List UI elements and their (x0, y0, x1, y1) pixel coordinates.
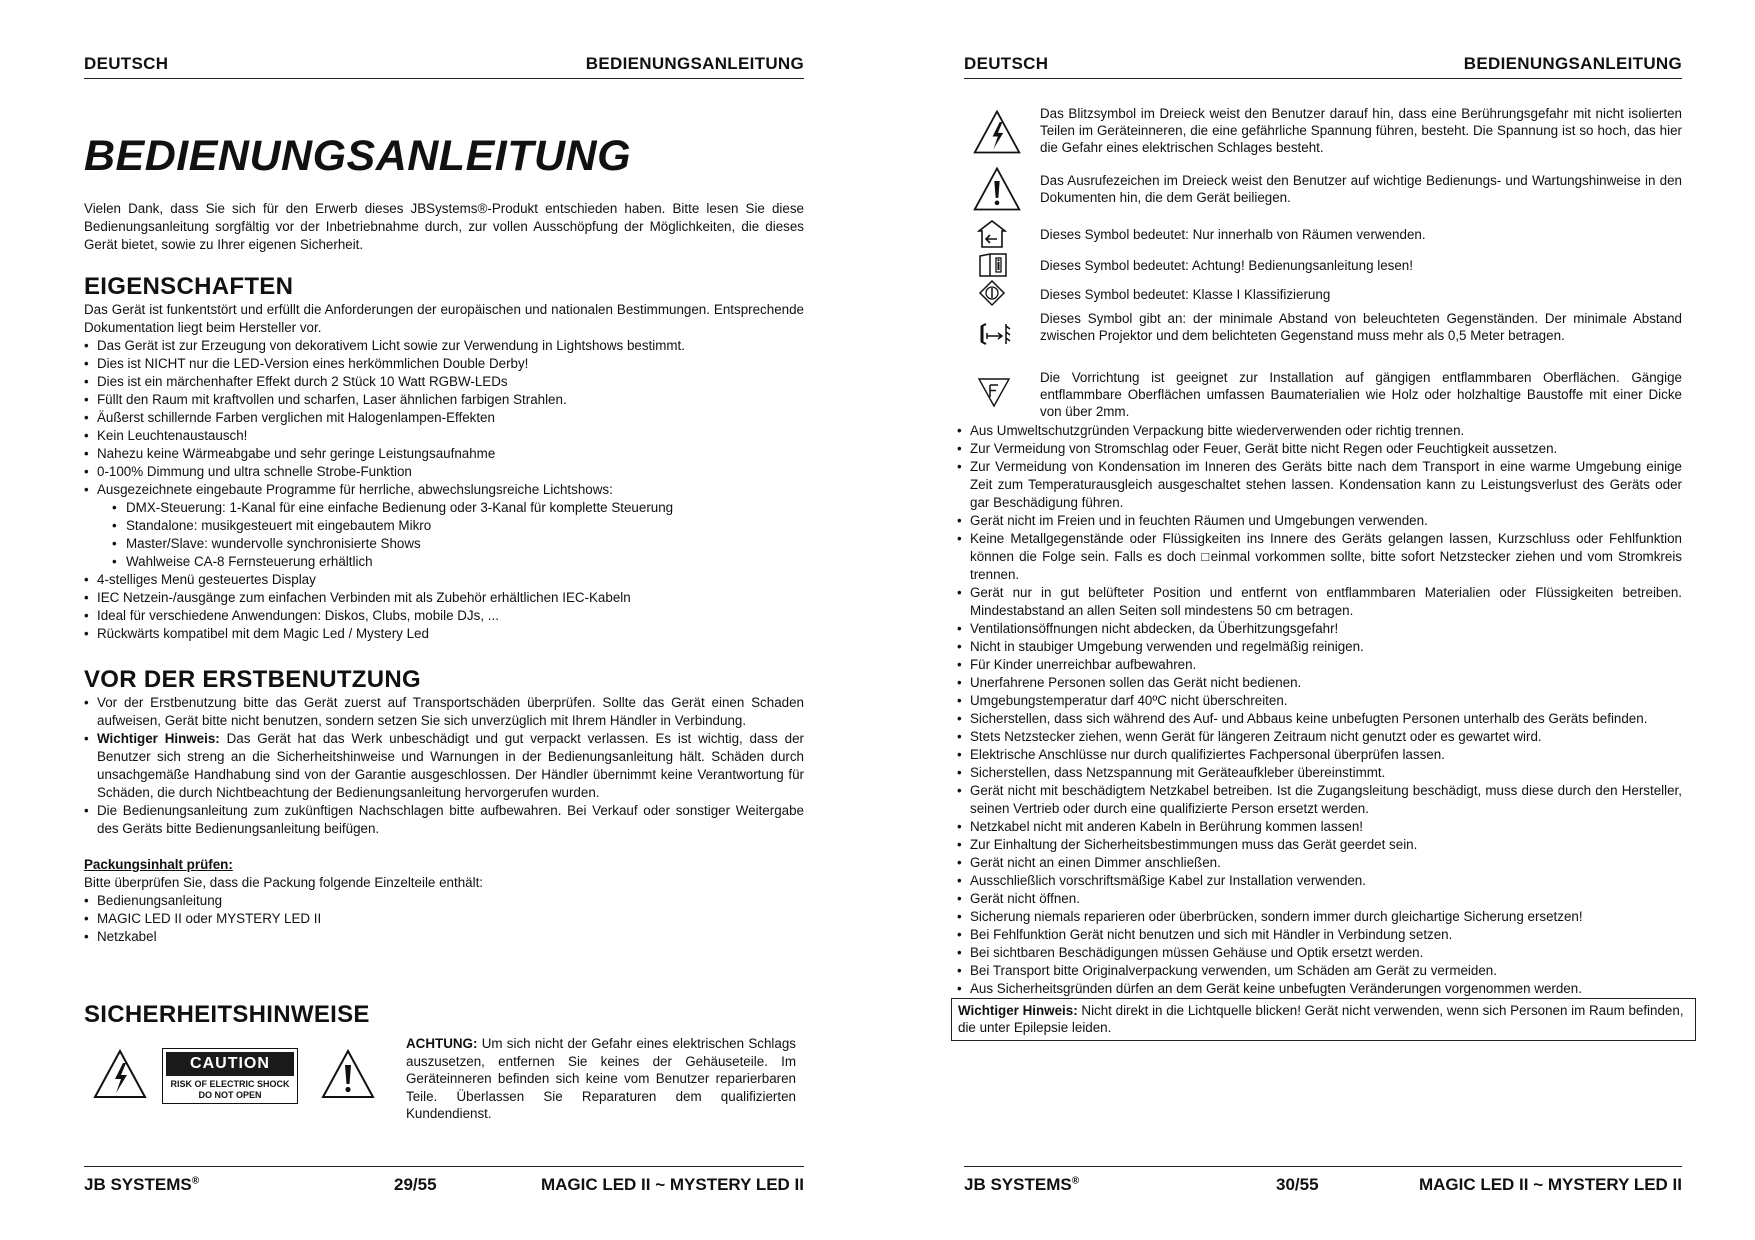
list-item: • Wahlweise CA-8 Fernsteuerung erhältlich (112, 553, 804, 571)
list-item: • IEC Netzein-/ausgänge zum einfachen Verbinden mit als Zubehör erhältlichen IEC-Kabeln (84, 589, 804, 607)
list-item: • Standalone: musikgesteuert mit eingebautem Mikro (112, 517, 804, 535)
page-29 (84, 0, 804, 1240)
symbol-row (964, 310, 1682, 362)
list-item: • Kein Leuchtenaustausch! (84, 427, 804, 445)
caution-label (162, 1048, 298, 1104)
list-item: • Umgebungstemperatur darf 40ºC nicht überschreiten. (957, 692, 1682, 710)
caution-line-1: RISK OF ELECTRIC SHOCK (170, 1079, 290, 1089)
list-item: • Gerät nicht im Freien und in feuchten Räumen und Umgebungen verwenden. (957, 512, 1682, 530)
list-item: • Bei Fehlfunktion Gerät nicht benutzen und sich mit Händler in Verbindung setzen. (957, 926, 1682, 944)
list-item: • Gerät nicht an einen Dimmer anschließen. (957, 854, 1682, 872)
list-item (84, 730, 804, 802)
list-item: • Die Bedienungsanleitung zum zukünftigen Nachschlagen bitte aufbewahren. Bei Verkauf oder sonstiger Weitergabe des Geräts bitte Bedienungsanleitung beifügen. (84, 802, 804, 838)
symbol-row (964, 172, 1682, 224)
list-item: • Vor der Erstbenutzung bitte das Gerät zuerst auf Transportschäden überprüfen. Sollte das Gerät einen Schaden aufweisen, Gerät bitte nicht benutzen, sondern setzen Sie sich unverzüglich mit Ihrem Händler in Verbindung. (84, 694, 804, 730)
list-item: • Ausgezeichnete eingebaute Programme für herrliche, abwechslungsreiche Lichtshows: (84, 481, 804, 499)
list-item: • Keine Metallgegenstände oder Flüssigkeiten ins Innere des Geräts gelangen lassen, Kurzschluss oder Fehlfunktion können die Folge sein. Falls es doch □einmal vorkommen sollte, bitte sofort Netzstecker ziehen und vom Stromkreis trennen. (957, 530, 1682, 584)
list-item: • Bedienungsanleitung (84, 892, 804, 910)
features-list (84, 337, 804, 499)
symbol-text: Dieses Symbol bedeutet: Klasse I Klassifizierung (1040, 287, 1331, 302)
page-header (964, 54, 1682, 79)
list-item: • Ausschließlich vorschriftsmäßige Kabel zur Installation verwenden. (957, 872, 1682, 890)
symbol-text: Dieses Symbol bedeutet: Achtung! Bedienungsanleitung lesen! (1040, 258, 1413, 273)
safety-list-section (957, 422, 1682, 1041)
important-note-text: Das Gerät hat das Werk unbeschädigt und gut verpackt verlassen. Es ist wichtig, dass der Benutzer sich streng an die Sicherheitshinweise und Warnungen in der Bedienungsanleitung hält. Schäden durch unsachgemäße Handhabung sind von der Garantie ausgeschlossen. Der Händler übernimmt keine Verantwortung für Schäden, die durch Nichtbeachtung der Bedienungsanleitung hervorgerufen wurden. (97, 731, 805, 800)
exclamation-triangle-icon (320, 1048, 376, 1100)
list-item: • DMX-Steuerung: 1-Kanal für eine einfache Bedienung oder 3-Kanal für komplette Steuerung (112, 499, 804, 517)
list-item: • Bei Transport bitte Originalverpackung verwenden, um Schäden am Gerät zu vermeiden. (957, 962, 1682, 980)
symbol-text: Die Vorrichtung ist geeignet zur Installation auf gängigen entflammbaren Oberflächen. Gängige entflammbare Oberflächen umfassen Baumaterialien wie Holz oder holzhaltige Baustoffe mit einer Dicke von über 2mm. (1040, 370, 1682, 419)
features-text: Das Gerät ist funkentstört und erfüllt die Anforderungen der europäischen und nationalen Bestimmungen. Entsprechende Dokumentation liegt beim Hersteller vor. (84, 302, 804, 335)
list-item: • Für Kinder unerreichbar aufbewahren. (957, 656, 1682, 674)
list-item: • Dies ist ein märchenhafter Effekt durch 2 Stück 10 Watt RGBW-LEDs (84, 373, 804, 391)
lightning-triangle-icon (972, 107, 1022, 157)
symbol-text: Dieses Symbol bedeutet: Nur innerhalb von Räumen verwenden. (1040, 227, 1426, 242)
lightning-triangle-icon (92, 1048, 148, 1100)
list-item: • Sicherstellen, dass sich während des Auf- und Abbaus keine unbefugten Personen unterhalb des Geräts befinden. (957, 710, 1682, 728)
read-manual-icon (978, 252, 1008, 278)
list-item: • Gerät nicht mit beschädigtem Netzkabel betreiben. Ist die Zugangsleitung beschädigt, muss diese durch den Hersteller, seinen Vertrieb oder durch eine qualifizierte Person ersetzt werden. (957, 782, 1682, 818)
warning-label: Wichtiger Hinweis: (958, 1003, 1078, 1018)
list-item: • Ideal für verschiedene Anwendungen: Diskos, Clubs, mobile DJs, ... (84, 607, 804, 625)
page-header (84, 54, 804, 79)
list-item: • Zur Einhaltung der Sicherheitsbestimmungen muss das Gerät geerdet sein. (957, 836, 1682, 854)
exclamation-triangle-icon (972, 164, 1022, 214)
header-doc-title: BEDIENUNGSANLEITUNG (1463, 54, 1682, 73)
symbol-text: Dieses Symbol gibt an: der minimale Abstand von beleuchteten Gegenständen. Der minimale Abstand zwischen Projektor und dem belichteten Gegenstand muss mehr als 0,5 Meter betragen. (1040, 311, 1682, 343)
class-1-icon (978, 279, 1006, 307)
caution-line-2: DO NOT OPEN (198, 1090, 262, 1100)
safety-section (84, 1001, 804, 1029)
safety-list (957, 422, 1682, 998)
page-footer (964, 1166, 1682, 1194)
list-item: • Sicherung niemals reparieren oder überbrücken, sondern immer durch gleichartige Sicherung ersetzen! (957, 908, 1682, 926)
caution-title: CAUTION (166, 1052, 294, 1076)
list-item: • Netzkabel nicht mit anderen Kabeln in Berührung kommen lassen! (957, 818, 1682, 836)
list-item: • Das Gerät ist zur Erzeugung von dekorativem Licht sowie zur Verwendung in Lightshows bestimmt. (84, 337, 804, 355)
features-list-continued (84, 571, 804, 643)
package-text: Bitte überprüfen Sie, dass die Packung folgende Einzelteile enthält: (84, 875, 484, 890)
symbol-row (964, 105, 1682, 157)
footer-brand-text: JB SYSTEMS (84, 1175, 192, 1194)
list-item: • Unerfahrene Personen sollen das Gerät nicht bedienen. (957, 674, 1682, 692)
list-item: • Füllt den Raum mit kraftvollen und scharfen, Laser ähnlichen farbigen Strahlen. (84, 391, 804, 409)
list-item: • Dies ist NICHT nur die LED-Version eines herkömmlichen Double Derby! (84, 355, 804, 373)
attention-text (406, 1035, 796, 1123)
before-use-section (84, 666, 804, 946)
list-item: • MAGIC LED II oder MYSTERY LED II (84, 910, 804, 928)
list-item: • 4-stelliges Menü gesteuertes Display (84, 571, 804, 589)
footer-model: MAGIC LED II ~ MYSTERY LED II (540, 1175, 804, 1194)
footer-brand (964, 1175, 1079, 1195)
package-title: Packungsinhalt prüfen: (84, 857, 233, 872)
page-30 (958, 0, 1684, 1240)
page-title: BEDIENUNGSANLEITUNG (84, 132, 632, 180)
package-list (84, 892, 804, 946)
list-item: • Sicherstellen, dass Netzspannung mit Geräteaufkleber übereinstimmt. (957, 764, 1682, 782)
indoor-use-icon (977, 219, 1007, 249)
page-number: 29/55 (394, 1175, 437, 1194)
list-item: • 0-100% Dimmung und ultra schnelle Strobe-Funktion (84, 463, 804, 481)
footer-brand-text: JB SYSTEMS (964, 1175, 1072, 1194)
list-item: • Elektrische Anschlüsse nur durch qualifiziertes Fachpersonal überprüfen lassen. (957, 746, 1682, 764)
page-footer (84, 1166, 804, 1194)
list-item: • Nicht in staubiger Umgebung verwenden und regelmäßig reinigen. (957, 638, 1682, 656)
min-distance-icon (978, 320, 1012, 348)
safety-heading: SICHERHEITSHINWEISE (84, 1001, 370, 1028)
list-item: • Gerät nicht öffnen. (957, 890, 1682, 908)
list-item: • Zur Vermeidung von Stromschlag oder Feuer, Gerät bitte nicht Regen oder Feuchtigkeit aussetzen. (957, 440, 1682, 458)
registered-mark: ® (1071, 1175, 1080, 1187)
features-section (84, 273, 804, 643)
important-note-label: Wichtiger Hinweis: (97, 731, 220, 746)
warning-text: Nicht direkt in die Lichtquelle blicken! Gerät nicht verwenden, wenn sich Personen im Raum befinden, die unter Epilepsie leiden. (958, 1003, 1684, 1035)
before-use-heading: VOR DER ERSTBENUTZUNG (84, 666, 421, 693)
footer-brand (84, 1175, 199, 1195)
list-item: • Nahezu keine Wärmeabgabe und sehr geringe Leistungsaufnahme (84, 445, 804, 463)
features-sub-list (84, 499, 804, 571)
list-item: • Aus Sicherheitsgründen dürfen an dem Gerät keine unbefugten Veränderungen vorgenommen werden. (957, 980, 1682, 998)
important-warning-box (951, 998, 1696, 1041)
header-language: DEUTSCH (964, 54, 1049, 73)
flammable-surface-icon (977, 375, 1011, 409)
header-doc-title: BEDIENUNGSANLEITUNG (585, 54, 804, 73)
page-number: 30/55 (1276, 1175, 1319, 1194)
list-item: • Ventilationsöffnungen nicht abdecken, da Überhitzungsgefahr! (957, 620, 1682, 638)
header-language: DEUTSCH (84, 54, 169, 73)
symbol-text: Das Ausrufezeichen im Dreieck weist den Benutzer auf wichtige Bedienungs- und Wartungshinweise in den Dokumenten hin, die dem Gerät beiliegen. (1040, 173, 1682, 205)
intro-paragraph: Vielen Dank, dass Sie sich für den Erwerb dieses JBSystems®-Produkt entschieden haben. Bitte lesen Sie diese Bedienungsanleitung sorgfältig vor der Inbetriebnahme durch, zur vollen Ausschöpfung der Möglichkeiten, die dieses Gerät bietet, sowie zu Ihrer eigenen Sicherheit. (84, 201, 804, 252)
footer-model: MAGIC LED II ~ MYSTERY LED II (1418, 1175, 1682, 1194)
list-item: • Rückwärts kompatibel mit dem Magic Led / Mystery Led (84, 625, 804, 643)
attention-label: ACHTUNG: (406, 1036, 478, 1051)
list-item: • Stets Netzstecker ziehen, wenn Gerät für längeren Zeitraum nicht genutzt oder es gewartet wird. (957, 728, 1682, 746)
list-item: • Zur Vermeidung von Kondensation im Inneren des Geräts bitte nach dem Transport in eine warme Umgebung einige Zeit zum Temperaturausgleich ausgeschaltet stehen lassen. Kondensation kann zu Leistungsverlust des Geräts oder gar Beschädigung führen. (957, 458, 1682, 512)
attention-body: Um sich nicht der Gefahr eines elektrischen Schlags auszusetzen, entfernen Sie keines der Gehäuseteile. Im Geräteinneren befinden sich keine vom Benutzer reparierbaren Teile. Überlassen Sie Reparaturen dem qualifizierten Kundendienst. (406, 1036, 796, 1121)
list-item: • Aus Umweltschutzgründen Verpackung bitte wiederverwenden oder richtig trennen. (957, 422, 1682, 440)
list-item: • Gerät nur in gut belüfteter Position und entfernt von entflammbaren Materialien oder Flüssigkeiten betreiben. Mindestabstand an allen Seiten soll mindestens 50 cm betragen. (957, 584, 1682, 620)
symbol-text: Das Blitzsymbol im Dreieck weist den Benutzer darauf hin, dass eine Berührungsgefahr mit nicht isolierten Teilen im Geräteinneren, die eine gefährliche Spannung führen, besteht. Die Spannung ist so hoch, das hier die Gefahr eines elektrischen Schlages besteht. (1040, 106, 1682, 155)
registered-mark: ® (191, 1175, 200, 1187)
list-item: • Netzkabel (84, 928, 804, 946)
list-item: • Äußerst schillernde Farben verglichen mit Halogenlampen-Effekten (84, 409, 804, 427)
features-heading: EIGENSCHAFTEN (84, 273, 294, 300)
symbol-row (964, 369, 1682, 421)
list-item: • Master/Slave: wundervolle synchronisierte Shows (112, 535, 804, 553)
list-item: • Bei sichtbaren Beschädigungen müssen Gehäuse und Optik ersetzt werden. (957, 944, 1682, 962)
